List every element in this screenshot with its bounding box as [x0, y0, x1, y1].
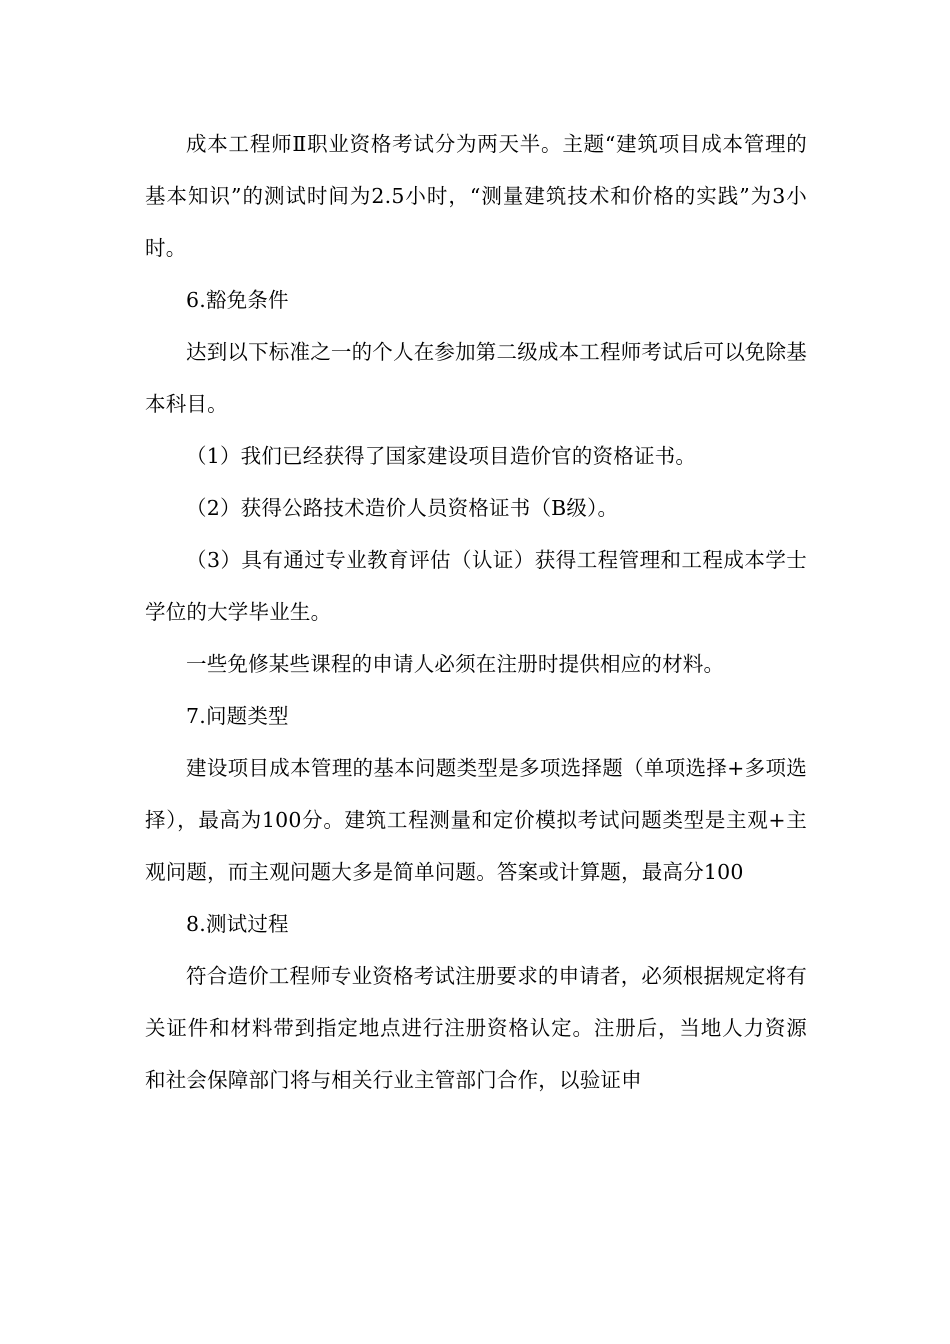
paragraph-question-types: 建设项目成本管理的基本问题类型是多项选择题（单项选择+多项选择），最高为100分。建筑工程测量和定价模拟考试问题类型是主观+主观问题，而主观问题大多是简单问题。答案或计算题，最高分100: [145, 756, 807, 884]
document-body: [145, 118, 807, 1106]
heading-test-process: 8.测试过程: [186, 912, 289, 936]
paragraph-exam-duration: 成本工程师Ⅱ职业资格考试分为两天半。主题“建筑项目成本管理的基本知识”的测试时间为2.5小时，“测量建筑技术和价格的实践”为3小时。: [145, 132, 807, 260]
heading-exemption-conditions: 6.豁免条件: [186, 288, 289, 312]
list-item-exemption-2: （2）获得公路技术造价人员资格证书（B级）。: [186, 496, 619, 520]
paragraph-exemption-materials: 一些免修某些课程的申请人必须在注册时提供相应的材料。: [186, 652, 725, 676]
heading-question-types: 7.问题类型: [186, 704, 289, 728]
list-item-exemption-3: （3）具有通过专业教育评估（认证）获得工程管理和工程成本学士学位的大学毕业生。: [145, 548, 807, 624]
paragraph-exemption-intro: 达到以下标准之一的个人在参加第二级成本工程师考试后可以免除基本科目。: [145, 340, 807, 416]
paragraph-test-process: 符合造价工程师专业资格考试注册要求的申请者，必须根据规定将有关证件和材料带到指定地点进行注册资格认定。注册后，当地人力资源和社会保障部门将与相关行业主管部门合作，以验证申: [145, 964, 807, 1092]
list-item-exemption-1: （1）我们已经获得了国家建设项目造价官的资格证书。: [186, 444, 697, 468]
